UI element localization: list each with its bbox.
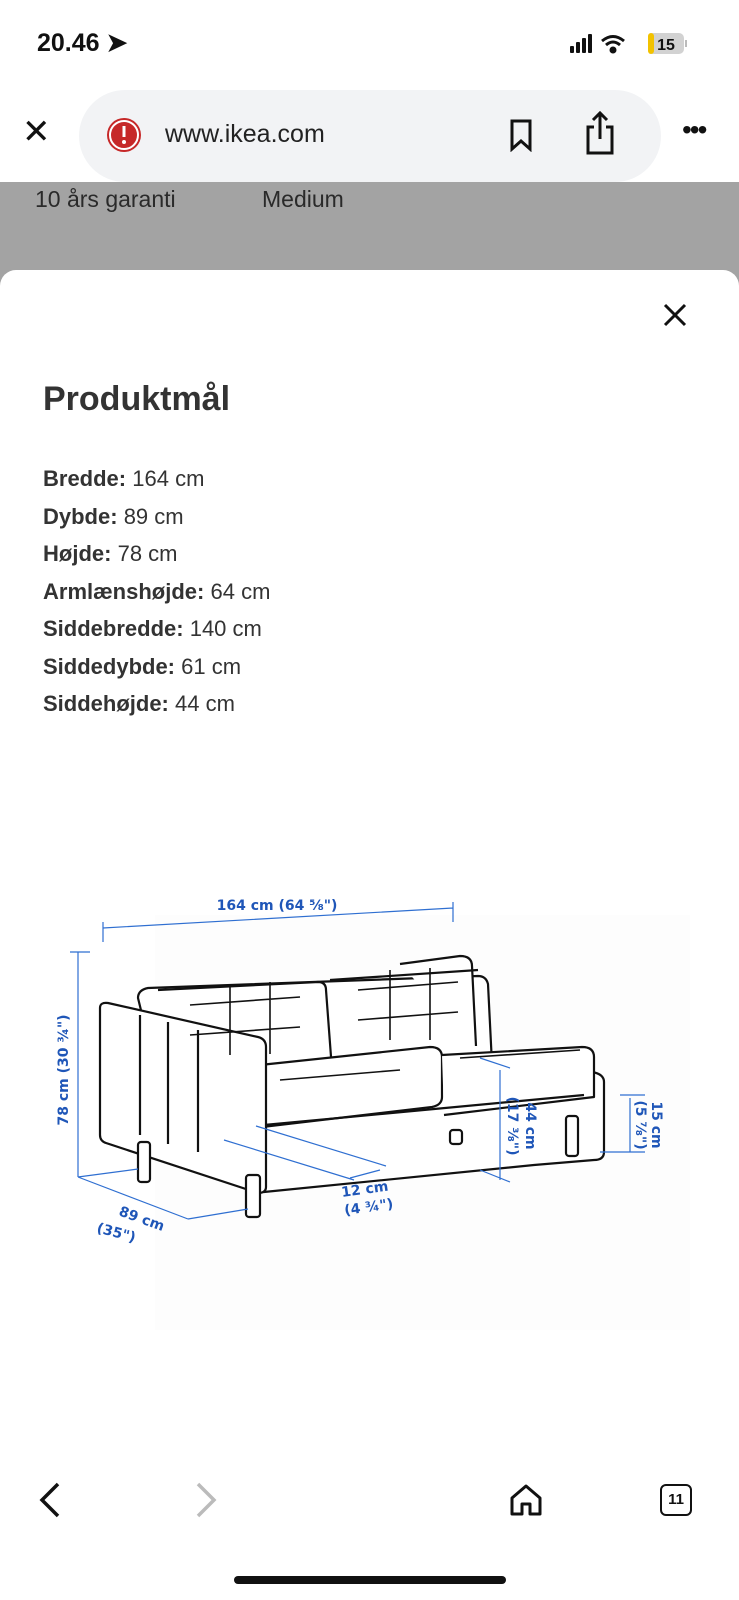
share-icon[interactable]: [584, 110, 616, 156]
home-indicator[interactable]: [234, 1576, 506, 1584]
forward-button[interactable]: [192, 1480, 220, 1520]
close-browser-button[interactable]: ✕: [22, 113, 51, 151]
spec-row: Siddedybde: 61 cm: [43, 653, 242, 679]
more-menu-button[interactable]: •••: [682, 114, 706, 145]
wifi-icon: [602, 37, 624, 53]
spec-row: Dybde: 89 cm: [43, 503, 184, 529]
signal-icon: [570, 34, 592, 53]
leg-label: 12 cm: [340, 1178, 390, 1201]
tabs-button[interactable]: 11: [660, 1484, 692, 1516]
location-icon: ➤: [106, 29, 128, 57]
spec-row: Siddehøjde: 44 cm: [43, 691, 235, 716]
warranty-text: 10 års garanti: [35, 186, 176, 212]
height-label: 78 cm (30 ¾"): [56, 1014, 72, 1126]
close-sheet-button[interactable]: [662, 302, 688, 328]
seat-height-label: 44 cm: [522, 1102, 538, 1150]
spec-row: Armlænshøjde: 64 cm: [43, 578, 271, 604]
url-text[interactable]: www.ikea.com: [165, 120, 325, 148]
spec-row: Højde: 78 cm: [43, 541, 178, 566]
clearance-label: 15 cm: [648, 1101, 664, 1149]
back-button[interactable]: [36, 1480, 64, 1520]
seat-height-inch-label: (17 ⅜"): [504, 1096, 520, 1156]
sheet-title: Produktmål: [43, 380, 231, 418]
depth-inch-label: (35"): [94, 1220, 138, 1247]
spec-row: Bredde: 164 cm: [43, 466, 205, 491]
firmness-text: Medium: [262, 186, 344, 212]
svg-text:15: 15: [657, 37, 675, 54]
status-time: 20.46 ➤: [37, 29, 128, 57]
depth-label: 89 cm: [116, 1203, 167, 1235]
width-label: 164 cm (64 ⅝"): [216, 898, 338, 914]
warning-icon: [104, 115, 144, 155]
leg-inch-label: (4 ¾"): [343, 1196, 395, 1219]
bookmark-icon[interactable]: [508, 118, 534, 152]
sofa-dimension-diagram: [40, 880, 700, 1300]
home-button[interactable]: [508, 1482, 544, 1518]
status-icons: [570, 32, 700, 56]
spec-list: [43, 460, 270, 723]
clearance-inch-label: (5 ⅞"): [632, 1100, 648, 1150]
spec-row: Siddebredde: 140 cm: [43, 616, 262, 641]
